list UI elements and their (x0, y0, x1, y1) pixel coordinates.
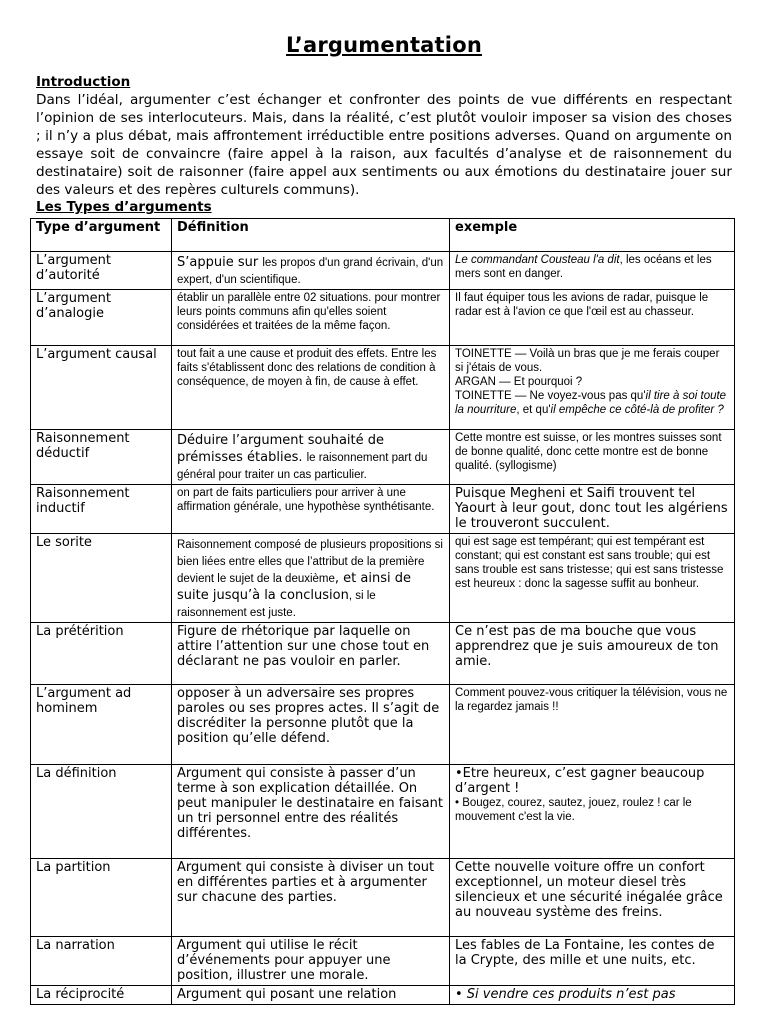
row-example: Puisque Megheni et Saifi trouvent tel Yaourt à leur gout, donc tout les algériens le trouveront succulent. (450, 485, 735, 534)
row-example: Cette montre est suisse, or les montres suisses sont de bonne qualité, donc cette montre est de bonne qualité. (syllogisme) (450, 430, 735, 485)
table-row (31, 485, 735, 534)
introduction-heading: Introduction (36, 74, 131, 90)
row-type: Raisonnement inductif (31, 485, 172, 534)
header-type: Type d’argument (31, 219, 172, 252)
row-type: La narration (31, 937, 172, 986)
row-definition: établir un parallèle entre 02 situations. pour montrer leurs points communs afin qu'elles soient considérées et traitées de la même façon. (172, 290, 450, 346)
introduction-text: Dans l’idéal, argumenter c’est échanger et confronter des points de vue différents en respectant l’opinion de ses interlocuteurs. Mais, dans la réalité, c’est plutôt vouloir imposer sa vision des choses ; il n’y a plus débat, mais affrontement irréductible entre positions adverses. Quand on argumente on essaye soit de convaincre (faire appel à la raison, aux facultés d’analyse et de raisonnement du destinataire) soit de raisonner (faire appel aux sentiments ou aux émotions du destinataire jouer sur des valeurs et des repères culturels communs). (36, 92, 732, 198)
page-title: L’argumentation (286, 33, 482, 57)
header-example: exemple (450, 219, 735, 252)
table-row (31, 430, 735, 485)
table-row (31, 859, 735, 937)
row-example: TOINETTE — Voilà un bras que je me ferais couper si j'étais de vous. ARGAN — Et pourquoi ? TOINETTE — Ne voyez-vous pas qu'il tire à soi toute la nourriture, et qu'il empêche ce côté-là de profiter ? (450, 346, 735, 430)
row-definition: Figure de rhétorique par laquelle on attire l’attention sur une chose tout en déclarant ne pas vouloir en parler. (172, 623, 450, 685)
table-row (31, 623, 735, 685)
table-row (31, 290, 735, 346)
table-row (31, 986, 735, 1005)
row-type: La définition (31, 765, 172, 859)
row-definition: Argument qui posant une relation (172, 986, 450, 1005)
row-type: L’argument d’analogie (31, 290, 172, 346)
row-example: Les fables de La Fontaine, les contes de la Crypte, des mille et une nuits, etc. (450, 937, 735, 986)
row-definition: Raisonnement composé de plusieurs propositions si bien liées entre elles que l’attribut de la première devient le sujet de la deuxième, et ainsi de suite jusqu’à la conclusion, si le raisonnement est juste. (172, 534, 450, 623)
row-type: L’argument d’autorité (31, 252, 172, 290)
row-example: Le commandant Cousteau l'a dit, les océans et les mers sont en danger. (450, 252, 735, 290)
row-type: La réciprocité (31, 986, 172, 1005)
row-type: Raisonnement déductif (31, 430, 172, 485)
row-example: Il faut équiper tous les avions de radar, puisque le radar est à l'avion ce que l'œil est au chasseur. (450, 290, 735, 346)
row-definition: tout fait a une cause et produit des effets. Entre les faits s'établissent donc des relations de condition à conséquence, de moyen à fin, de cause à effet. (172, 346, 450, 430)
table-row (31, 937, 735, 986)
table-row (31, 685, 735, 765)
row-example: Cette nouvelle voiture offre un confort exceptionnel, un moteur diesel très silencieux et une sécurité inégalée grâce au nouveau système des freins. (450, 859, 735, 937)
row-definition: Argument qui utilise le récit d’événements pour appuyer une position, illustrer une morale. (172, 937, 450, 986)
row-definition: S’appuie sur les propos d'un grand écrivain, d'un expert, d'un scientifique. (172, 252, 450, 290)
argument-types-table (30, 218, 735, 1005)
row-definition: Argument qui consiste à passer d’un terme à son explication détaillée. On peut manipuler le destinataire en faisant un tri personnel entre des réalités différentes. (172, 765, 450, 859)
row-example: •Etre heureux, c’est gagner beaucoup d’argent ! • Bougez, courez, sautez, jouez, roulez ! car le mouvement c'est la vie. (450, 765, 735, 859)
table-header-row (31, 219, 735, 252)
row-example: Ce n’est pas de ma bouche que vous apprendrez que je suis amoureux de ton amie. (450, 623, 735, 685)
row-example: qui est sage est tempérant; qui est tempérant est constant; qui est constant est sans trouble; qui est sans trouble est sans tristesse; qui est sans tristesse est heureux : donc la sagesse suffit au bonheur. (450, 534, 735, 623)
table-row (31, 765, 735, 859)
header-definition: Définition (172, 219, 450, 252)
table-row (31, 346, 735, 430)
table-row (31, 534, 735, 623)
row-type: La prétérition (31, 623, 172, 685)
row-example: Comment pouvez-vous critiquer la télévision, vous ne la regardez jamais !! (450, 685, 735, 765)
row-type: L’argument ad hominem (31, 685, 172, 765)
row-definition: on part de faits particuliers pour arriver à une affirmation générale, une hypothèse synthétisante. (172, 485, 450, 534)
row-definition: Déduire l’argument souhaité de prémisses établies. le raisonnement part du général pour traiter un cas particulier. (172, 430, 450, 485)
row-type: Le sorite (31, 534, 172, 623)
row-example: • Si vendre ces produits n’est pas (450, 986, 735, 1005)
types-heading: Les Types d’arguments (36, 199, 212, 215)
row-definition: opposer à un adversaire ses propres paroles ou ses propres actes. Il s’agit de discréditer la personne plutôt que la position qu’elle défend. (172, 685, 450, 765)
row-type: La partition (31, 859, 172, 937)
row-type: L’argument causal (31, 346, 172, 430)
row-definition: Argument qui consiste à diviser un tout en différentes parties et à argumenter sur chacune des parties. (172, 859, 450, 937)
table-row (31, 252, 735, 290)
